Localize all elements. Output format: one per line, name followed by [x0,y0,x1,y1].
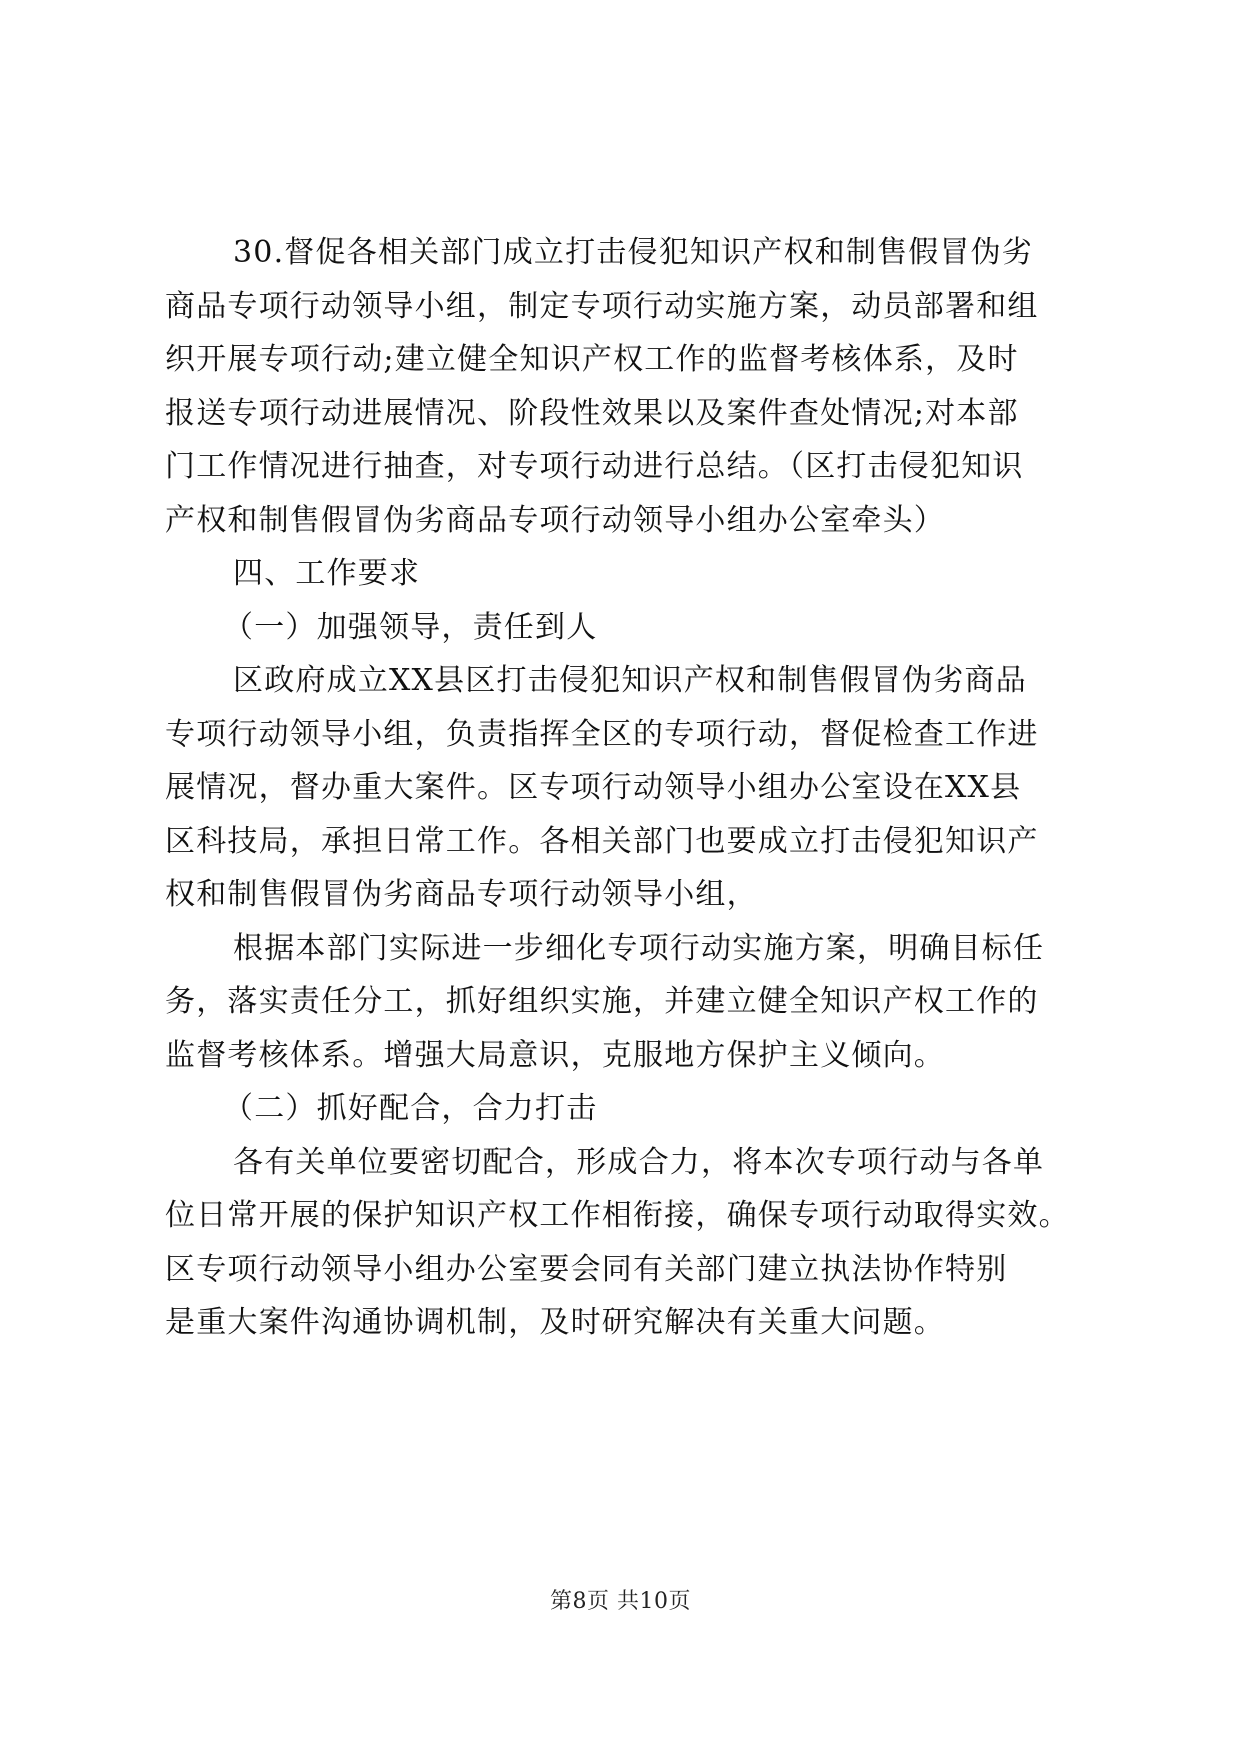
paragraph-leadership-line-2: 专项行动领导小组，负责指挥全区的专项行动，督促检查工作进 [165,716,1039,752]
section-heading-work-requirements: 四、工作要求 [233,556,421,591]
paragraph-30-line-6: 产权和制售假冒伪劣商品专项行动领导小组办公室牵头） [165,502,945,538]
paragraph-implementation-line-3: 监督考核体系。增强大局意识，克服地方保护主义倾向。 [165,1037,945,1073]
paragraph-leadership-line-4: 区科技局，承担日常工作。各相关部门也要成立打击侵犯知识产 [165,823,1039,859]
paragraph-implementation-line-1: 根据本部门实际进一步细化专项行动实施方案，明确目标任 [233,930,1045,966]
paragraph-cooperation-line-4: 是重大案件沟通协调机制，及时研究解决有关重大问题。 [165,1305,945,1340]
paragraph-implementation-line-2: 务，落实责任分工，抓好组织实施，并建立健全知识产权工作的 [165,984,1039,1019]
document-body [165,226,1080,1350]
paragraph-30-line-4: 报送专项行动进展情况、阶段性效果以及案件查处情况;对本部 [165,395,1019,431]
paragraph-30-line-5: 门工作情况进行抽查，对专项行动进行总结。（区打击侵犯知识 [165,449,1024,484]
paragraph-cooperation-line-3: 区专项行动领导小组办公室要会同有关部门建立执法协作特别 [165,1251,1008,1287]
paragraph-cooperation-line-1: 各有关单位要密切配合，形成合力，将本次专项行动与各单 [233,1144,1045,1180]
page-number-footer: 第8页 共10页 [550,1589,691,1614]
paragraph-cooperation-line-2: 位日常开展的保护知识产权工作相衔接，确保专项行动取得实效。 [165,1198,1070,1233]
paragraph-leadership-line-3: 展情况，督办重大案件。区专项行动领导小组办公室设在XX县 [165,770,1022,805]
subheading-1: （一）加强领导，责任到人 [223,609,598,645]
paragraph-30-line-1: 30.督促各相关部门成立打击侵犯知识产权和制售假冒伪劣 [233,235,1034,270]
paragraph-30-line-3: 织开展专项行动;建立健全知识产权工作的监督考核体系，及时 [165,342,1019,377]
paragraph-leadership-line-5: 权和制售假冒伪劣商品专项行动领导小组， [165,877,758,912]
paragraph-30-line-2: 商品专项行动领导小组，制定专项行动实施方案，动员部署和组 [165,288,1039,324]
subheading-2: （二）抓好配合，合力打击 [223,1091,598,1126]
paragraph-leadership-line-1: 区政府成立XX县区打击侵犯知识产权和制售假冒伪劣商品 [233,663,1027,698]
